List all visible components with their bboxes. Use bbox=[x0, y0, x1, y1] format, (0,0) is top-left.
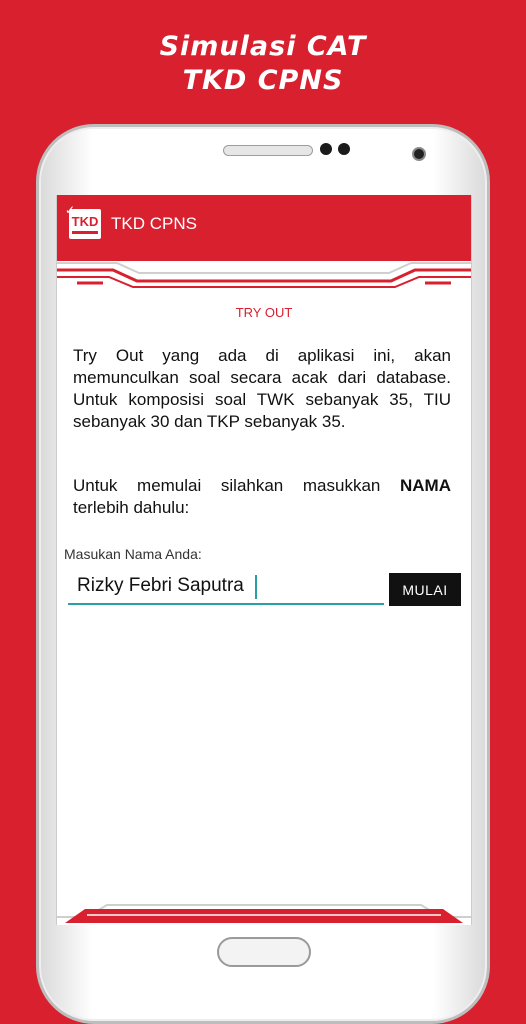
app-bar bbox=[57, 195, 471, 253]
name-input[interactable] bbox=[68, 569, 384, 605]
phone-home-button[interactable] bbox=[217, 937, 311, 967]
header-decoration bbox=[57, 253, 471, 293]
phone-camera-icon bbox=[412, 147, 426, 161]
start-button[interactable]: MULAI bbox=[389, 573, 461, 606]
text-cursor bbox=[255, 575, 257, 599]
instruction-prefix: Untuk memulai silahkan masukkan bbox=[73, 476, 400, 495]
promo-title bbox=[0, 30, 526, 98]
footer-decoration bbox=[57, 897, 471, 925]
name-field-label: Masukan Nama Anda: bbox=[64, 546, 202, 562]
app-logo-text: TKD bbox=[71, 213, 99, 229]
section-title: TRY OUT bbox=[235, 305, 293, 320]
app-logo bbox=[65, 203, 101, 239]
intro-text: Try Out yang ada di aplikasi ini, akan memunculkan soal secara acak dari database. Untuk komposisi soal TWK sebanyak 35, TIU sebanyak 30 dan TKP sebanyak 35. bbox=[73, 346, 451, 431]
phone-sensor-icon bbox=[338, 143, 350, 155]
app-logo-bar bbox=[72, 231, 98, 234]
check-icon: ✓ bbox=[65, 203, 76, 217]
phone-sensor-icon bbox=[320, 143, 332, 155]
instruction-text bbox=[73, 475, 451, 519]
promo-title-line1: Simulasi CAT bbox=[159, 31, 367, 62]
instruction-bold: NAMA bbox=[400, 476, 451, 495]
app-title: TKD CPNS bbox=[111, 214, 197, 233]
phone-speaker bbox=[223, 145, 313, 156]
app-screen bbox=[56, 195, 472, 925]
promo-title-line2: TKD CPNS bbox=[182, 65, 344, 96]
instruction-suffix: terlebih dahulu: bbox=[73, 498, 190, 517]
